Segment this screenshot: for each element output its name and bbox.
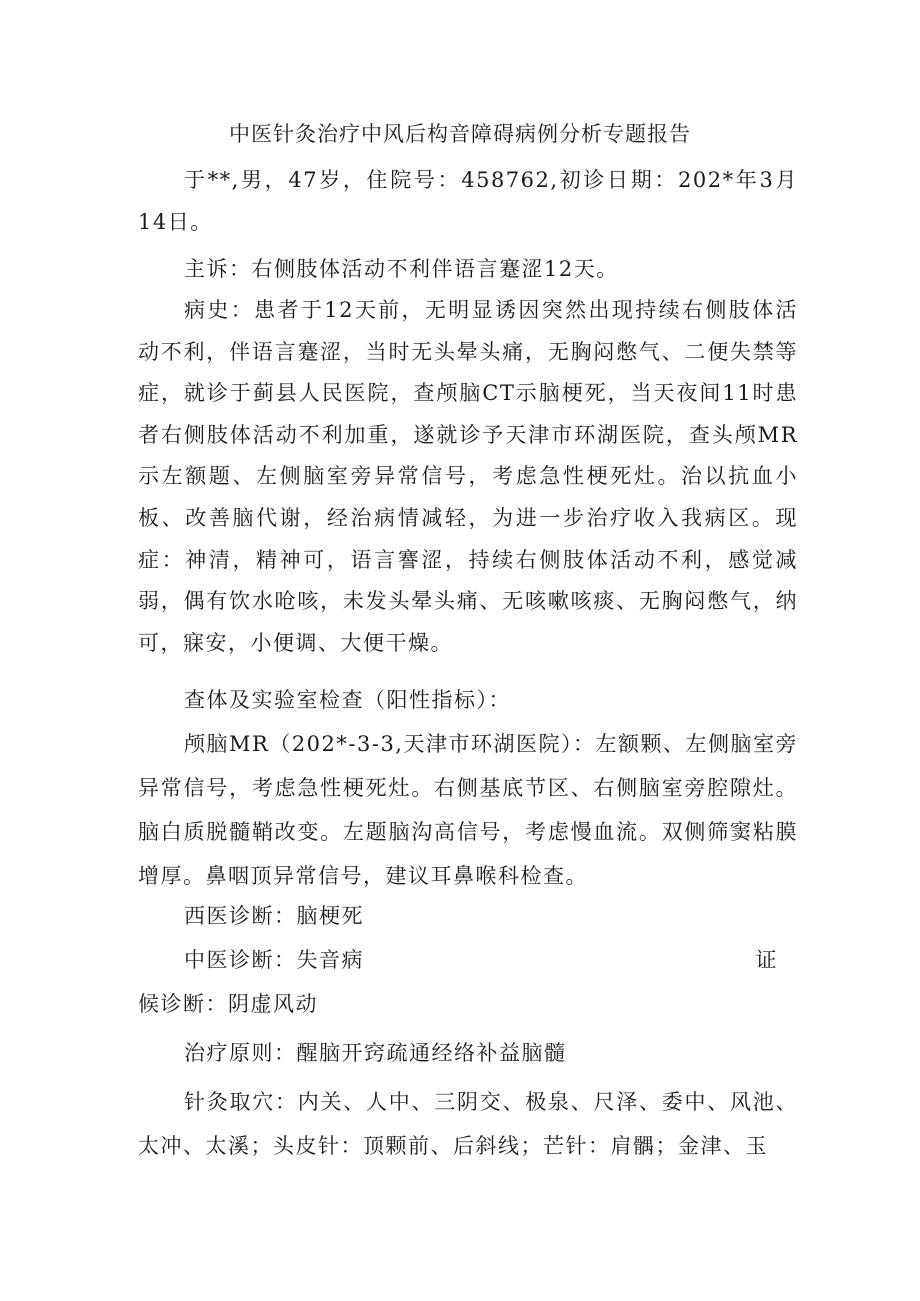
western-diagnosis-paragraph: 西医诊断：脑梗死 <box>184 904 364 928</box>
acupoints-paragraph: 针灸取穴：内关、人中、三阴交、极泉、尺泽、委中、风池、太冲、太溪；头皮针：顶颗前、后斜线；芒针：肩髃；金津、玉 <box>138 1090 798 1158</box>
chief-complaint-paragraph: 主诉：右侧肢体活动不利伴语言蹇涩12天。 <box>184 257 619 281</box>
history-paragraph: 病史：患者于12天前，无明显诱因突然出现持续右侧肢体活动不利，伴语言蹇涩，当时无头晕头痛，无胸闷憋气、二便失禁等症，就诊于蓟县人民医院，查颅脑CT示脑梗死，当天夜间11时患者右侧肢体活动不利加重，遂就诊予天津市环湖医院，查头颅MR示左额题、左侧脑室旁异常信号，考虑急性梗死灶。治以抗血小板、改善脑代谢，经治病情减轻，为进一步治疗收入我病区。现症：神清，精神可，语言謇涩，持续右侧肢体活动不利，感觉减弱，偶有饮水呛咳，未发头晕头痛、无咳嗽咳痰、无胸闷憋气，纳可，寐安，小便调、大便干燥。 <box>138 298 798 655</box>
treatment-principle-paragraph: 治疗原则：醒脑开窍疏通经络补益脑髓 <box>184 1041 567 1065</box>
document-title: 中医针灸治疗中风后构音障碍病例分析专题报告 <box>229 122 691 146</box>
mr-result-paragraph: 颅脑MR（202*-3-3,天津市环湖医院）：左额颗、左侧脑室旁异常信号，考虑急性梗死灶。右侧基底节区、右侧脑室旁腔隙灶。脑白质脱髓鞘改变。左题脑沟高信号，考虑慢血流。双侧筛窦粘膜增厚。鼻咽顶异常信号，建议耳鼻喉科检查。 <box>138 732 798 888</box>
tcm-diagnosis-text: 中医诊断：失音病 <box>184 948 364 972</box>
exam-heading: 查体及实验室检查（阳性指标）： <box>184 688 511 712</box>
syndrome-diagnosis-text: 候诊断：阴虚风动 <box>138 992 318 1016</box>
patient-info-paragraph: 于**,男，47岁，住院号：458762,初诊日期：202*年3月14日。 <box>138 168 798 234</box>
tcm-diagnosis-trailing-text: 证 <box>755 948 778 972</box>
